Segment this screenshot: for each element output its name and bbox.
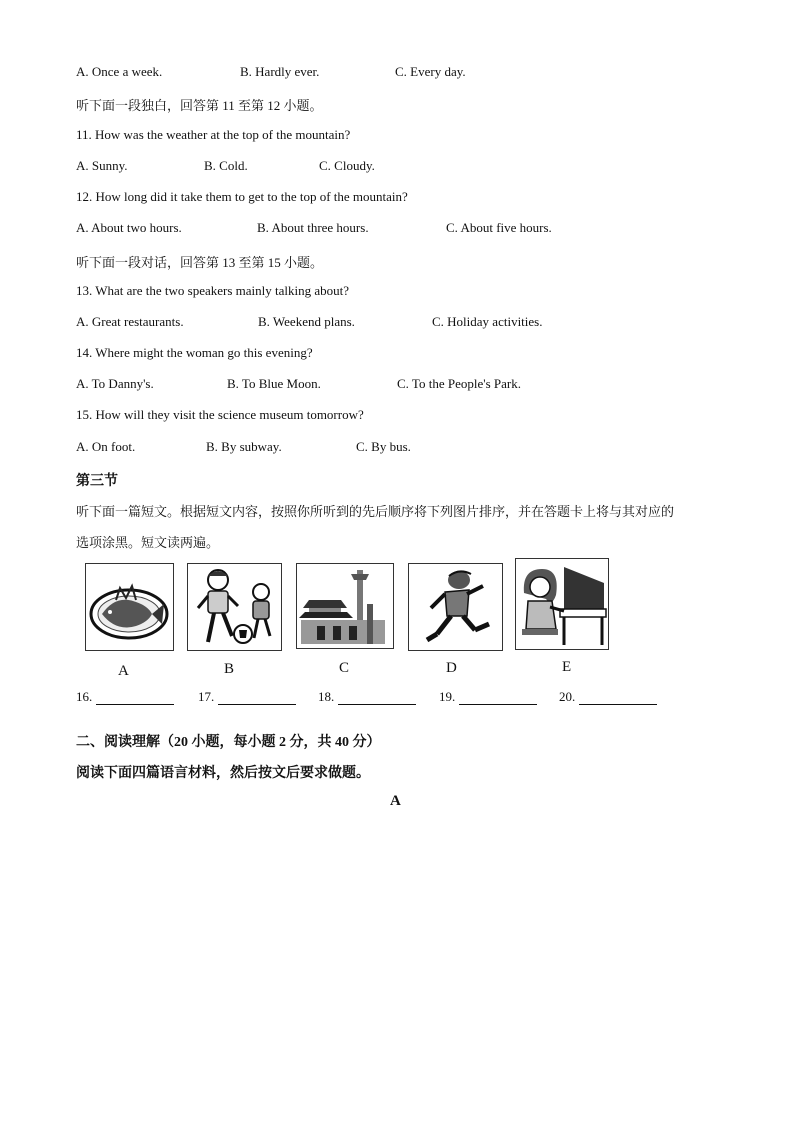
answer-blank-19[interactable] <box>439 689 537 705</box>
picture-label-b: B <box>224 661 235 677</box>
q12-question: 12. How long did it take them to get to the top of the mountain? <box>76 189 408 204</box>
fish-dish-icon <box>86 564 173 650</box>
section3-instruction-line1: 听下面一篇短文。根据短文内容，按照你所听到的先后顺序将下列图片排序，并在答题卡上将与其对应的 <box>76 504 675 519</box>
running-man-icon <box>409 564 502 650</box>
blank-number-16: 16. <box>76 689 93 704</box>
q15-option-a: A. On foot. <box>76 439 136 454</box>
q14-option-a: A. To Danny's. <box>76 376 154 391</box>
blank-number-19: 19. <box>439 689 456 704</box>
q15-option-c: C. By bus. <box>356 439 411 454</box>
q15-option-b: B. By subway. <box>206 439 282 454</box>
part2-heading: 二、阅读理解（20 小题，每小题 2 分，共 40 分） <box>76 735 381 750</box>
q11-option-b: B. Cold. <box>204 158 248 173</box>
blank-line-20[interactable] <box>579 690 657 705</box>
section3-title: 第三节 <box>76 474 118 489</box>
answer-blank-16[interactable] <box>76 689 174 705</box>
q12-option-b: B. About three hours. <box>257 220 369 235</box>
blank-line-16[interactable] <box>96 690 174 705</box>
q13-option-a: A. Great restaurants. <box>76 314 184 329</box>
q15-question: 15. How will they visit the science museum tomorrow? <box>76 407 364 422</box>
blank-line-17[interactable] <box>218 690 296 705</box>
q12-option-c: C. About five hours. <box>446 220 552 235</box>
picture-label-e: E <box>562 659 572 675</box>
picture-label-c: C <box>339 660 350 676</box>
q14-option-c: C. To the People's Park. <box>397 376 521 391</box>
answer-blank-20[interactable] <box>559 689 657 705</box>
q11-option-a: A. Sunny. <box>76 158 128 173</box>
picture-a <box>85 563 174 651</box>
blank-line-19[interactable] <box>459 690 537 705</box>
picture-b <box>187 563 282 651</box>
q13-option-c: C. Holiday activities. <box>432 314 543 329</box>
q11-option-c: C. Cloudy. <box>319 158 375 173</box>
blank-number-18: 18. <box>318 689 335 704</box>
picture-e <box>515 558 609 650</box>
answer-blank-17[interactable] <box>198 689 296 705</box>
q14-question: 14. Where might the woman go this evening? <box>76 345 313 360</box>
q10-option-a: A. Once a week. <box>76 64 163 79</box>
instruction-11-12: 听下面一段独白，回答第 11 至第 12 小题。 <box>76 98 323 113</box>
passage-label-a: A <box>390 793 401 809</box>
blank-number-17: 17. <box>198 689 215 704</box>
answer-blank-18[interactable] <box>318 689 416 705</box>
part2-instruction: 阅读下面四篇语言材料，然后按文后要求做题。 <box>76 766 370 781</box>
picture-label-d: D <box>446 660 457 676</box>
picture-c <box>296 563 394 649</box>
girl-piano-icon <box>516 559 608 649</box>
picture-d <box>408 563 503 651</box>
soccer-players-icon <box>188 564 281 650</box>
q10-option-b: B. Hardly ever. <box>240 64 320 79</box>
q13-option-b: B. Weekend plans. <box>258 314 355 329</box>
q13-question: 13. What are the two speakers mainly talking about? <box>76 283 350 298</box>
section3-instruction-line2: 选项涂黑。短文读两遍。 <box>76 535 220 550</box>
q11-question: 11. How was the weather at the top of the mountain? <box>76 127 351 142</box>
blank-number-20: 20. <box>559 689 576 704</box>
q10-option-c: C. Every day. <box>395 64 466 79</box>
q14-option-b: B. To Blue Moon. <box>227 376 321 391</box>
picture-label-a: A <box>118 663 129 679</box>
blank-line-18[interactable] <box>338 690 416 705</box>
instruction-13-15: 听下面一段对话，回答第 13 至第 15 小题。 <box>76 255 324 270</box>
q12-option-a: A. About two hours. <box>76 220 182 235</box>
tiananmen-icon <box>297 564 393 648</box>
